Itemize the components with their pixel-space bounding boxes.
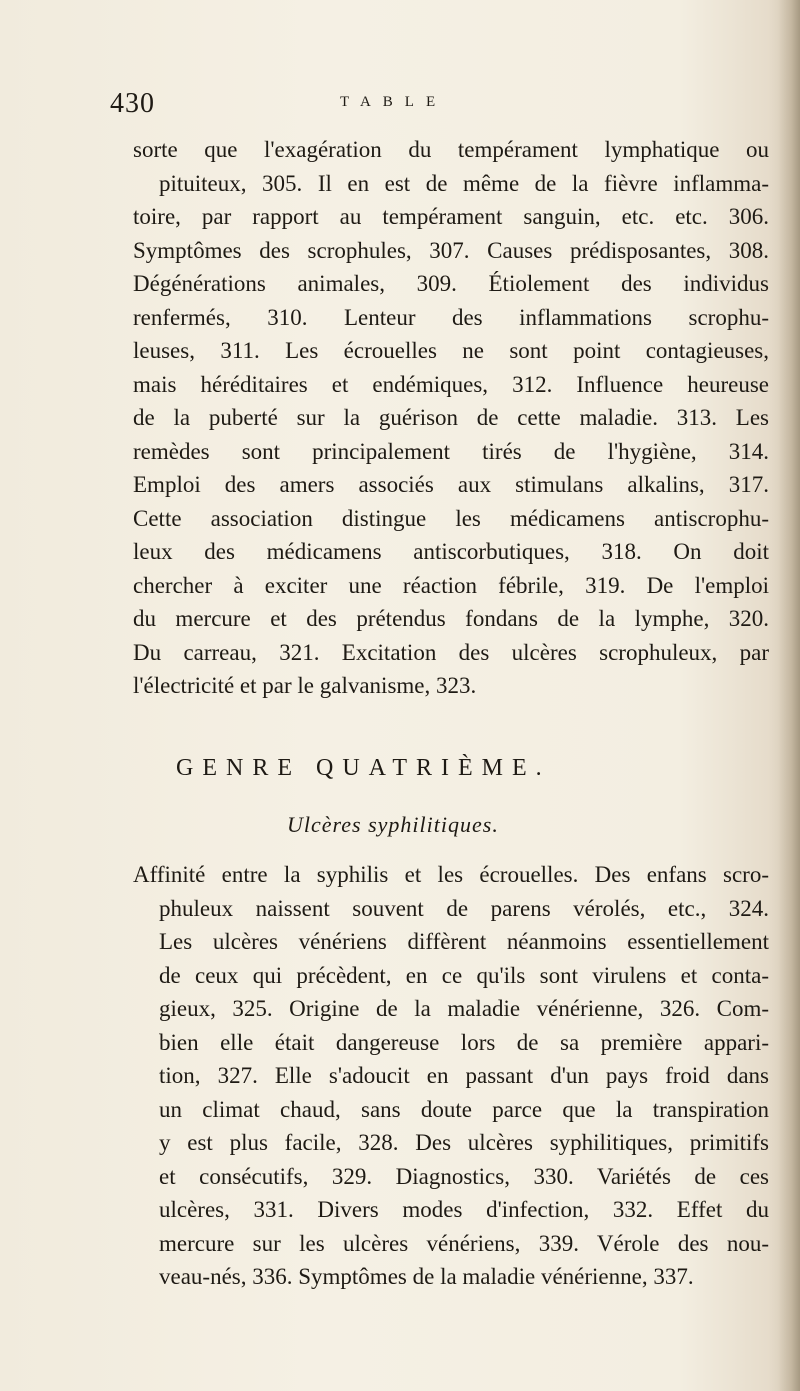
text-line: veau-nés, 336. Symptômes de la maladie vénérienne, 337. [159, 1264, 694, 1289]
text-line: chercher à exciter une réaction fébrile, 319. De l'emploi [133, 572, 769, 598]
text-line: Du carreau, 321. Excitation des ulcères scrophuleux, par [133, 639, 769, 665]
text-line: mercure sur les ulcères vénériens, 339. Vérole des nou- [159, 1230, 769, 1256]
section-title: GENRE QUATRIÈME. [176, 755, 551, 781]
text-line: Dégénérations animales, 309. Étiolement des individus [133, 271, 769, 296]
text-line: phuleux naissent souvent de parens vérolés, etc., 324. [159, 895, 769, 921]
text-line: leux des médicamens antiscorbutiques, 318. On doit [133, 539, 769, 564]
text-line: gieux, 325. Origine de la maladie vénérienne, 326. Com- [159, 996, 769, 1021]
text-line: sorte que l'exagération du tempérament lymphatique ou [133, 137, 769, 162]
text-line: leuses, 311. Les écrouelles ne sont point contagieuses, [133, 338, 769, 363]
text-line: bien elle était dangereuse lors de sa première appari- [159, 1029, 769, 1055]
text-line: mais héréditaires et endémiques, 312. Influence heureuse [133, 371, 769, 397]
text-line: Symptômes des scrophules, 307. Causes prédisposantes, 308. [133, 237, 769, 263]
text-line: de ceux qui précèdent, en ce qu'ils sont virulens et conta- [159, 962, 769, 988]
text-line: Les ulcères vénériens diffèrent néanmoins essentiellement [159, 929, 769, 954]
text-line: de la puberté sur la guérison de cette maladie. 313. Les [133, 405, 769, 430]
text-line: un climat chaud, sans doute parce que la transpiration [159, 1096, 769, 1122]
text-line: l'électricité et par le galvanisme, 323. [133, 673, 477, 698]
page-number: 430 [110, 88, 155, 119]
text-line: renfermés, 310. Lenteur des inflammations scrophu- [133, 304, 769, 330]
text-line: Emploi des amers associés aux stimulans alkalins, 317. [133, 472, 769, 497]
page-edge-shadow [778, 0, 800, 1391]
running-head: TABLE [340, 94, 448, 110]
section-subtitle: Ulcères syphilitiques. [287, 812, 499, 837]
text-line: du mercure et des prétendus fondans de la lymphe, 320. [133, 606, 769, 631]
text-line: tion, 327. Elle s'adoucit en passant d'un pays froid dans [159, 1063, 769, 1088]
page-header [110, 88, 710, 128]
text-line: Affinité entre la syphilis et les écrouelles. Des enfans scro- [133, 862, 769, 887]
text-line: Cette association distingue les médicamens antiscrophu- [133, 505, 769, 531]
text-line: toire, par rapport au tempérament sanguin, etc. etc. 306. [133, 204, 769, 229]
text-line: ulcères, 331. Divers modes d'infection, 332. Effet du [159, 1197, 769, 1222]
text-line: et consécutifs, 329. Diagnostics, 330. Variétés de ces [159, 1163, 769, 1189]
text-line: remèdes sont principalement tirés de l'hygiène, 314. [133, 438, 769, 464]
table-entry-paragraph-1 [133, 133, 769, 703]
text-line: pituiteux, 305. Il en est de même de la fièvre inflamma- [159, 170, 769, 196]
text-line: y est plus facile, 328. Des ulcères syphilitiques, primitifs [159, 1130, 769, 1155]
table-entry-paragraph-2 [133, 858, 769, 1294]
